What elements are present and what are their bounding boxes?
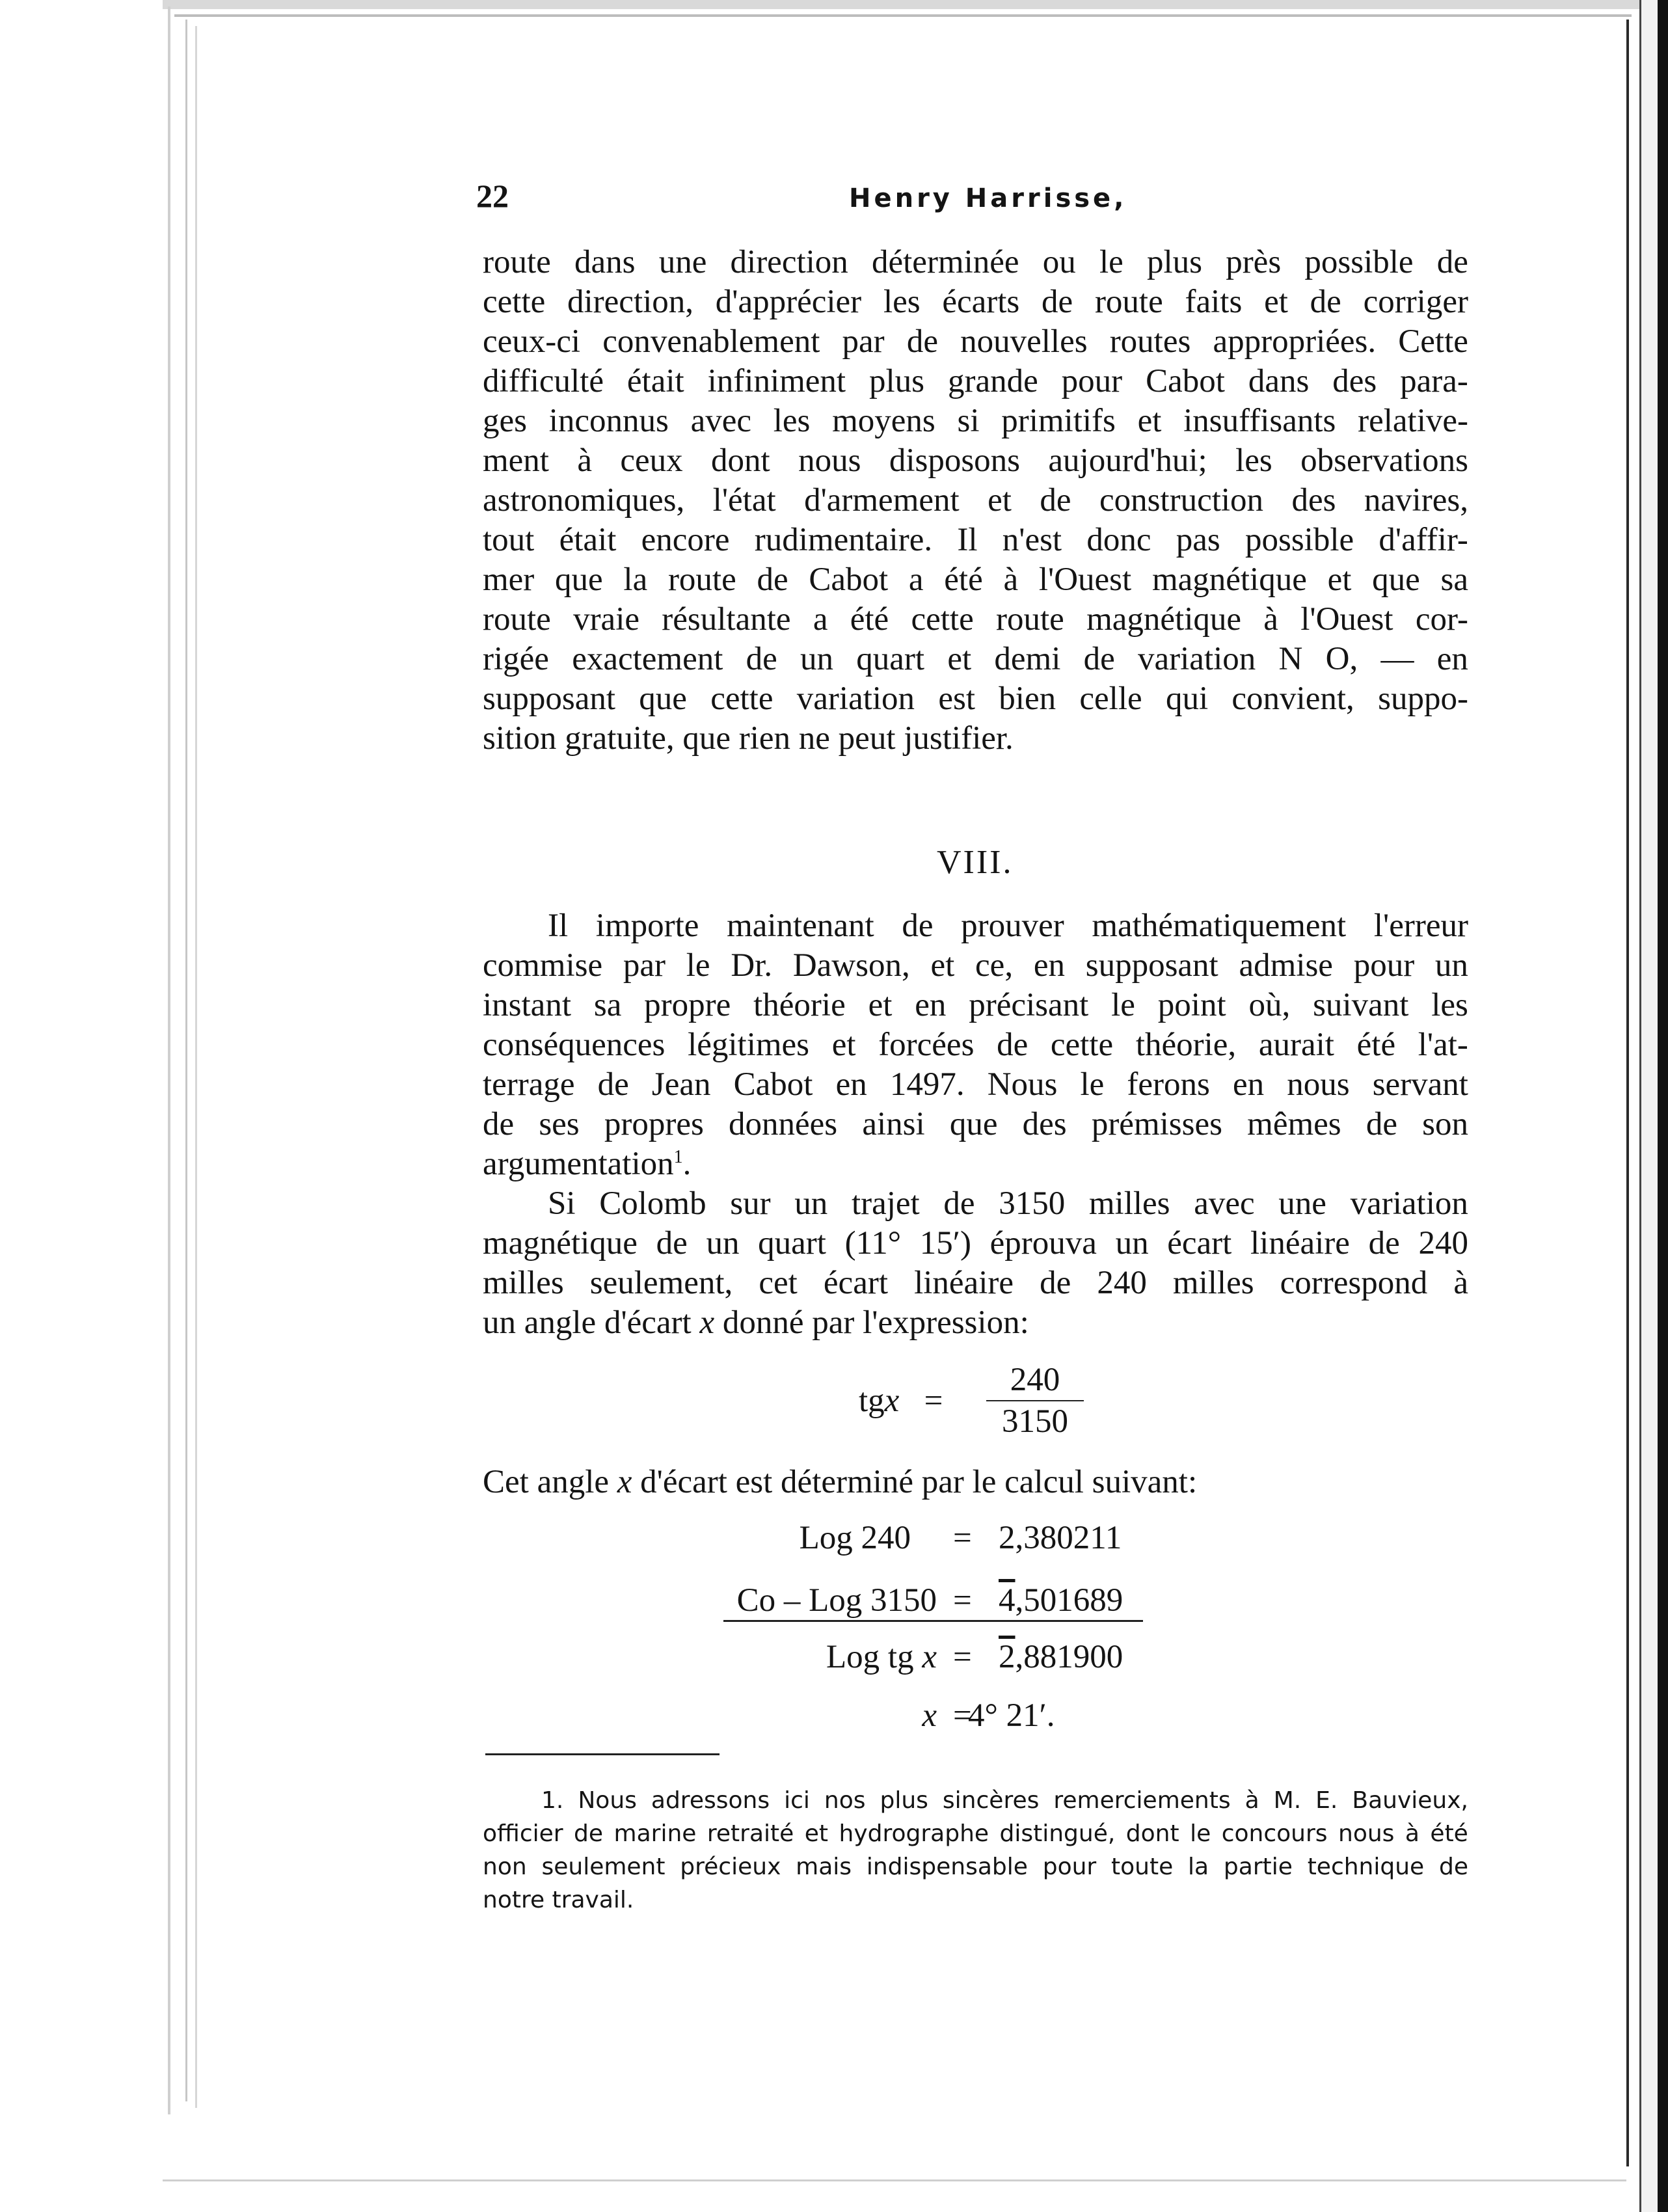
text-fragment: donné par l'expression: [722, 1304, 1029, 1341]
text-line [483, 1303, 1468, 1343]
text-line: ceux-ci convenablement par de nouvelles routes appropriées. Cette [483, 323, 1468, 360]
footnote-marker: 1 [673, 1147, 683, 1167]
equals-sign: = [953, 1639, 972, 1675]
text-fragment: un angle d'écart [483, 1304, 692, 1341]
formula-function: tg [859, 1382, 885, 1419]
text-fragment: . [682, 1146, 692, 1182]
section-heading: VIII. [937, 844, 1014, 881]
text-line: Si Colomb sur un trajet de 3150 milles avec une variation [548, 1185, 1468, 1222]
text-line: magnétique de un quart (11° 15′) éprouva un écart linéaire de 240 [483, 1225, 1468, 1261]
text-line: supposant que cette variation est bien celle qui convient, suppo- [483, 681, 1468, 717]
footnote-rule [485, 1753, 720, 1755]
text-line: de ses propres données ainsi que des prémisses mêmes de son [483, 1106, 1468, 1142]
calc-result: 4° 21′. [968, 1697, 1055, 1734]
text-line: ment à ceux dont nous disposons aujourd'hui; les observations [483, 442, 1468, 479]
page-edge-left [168, 7, 170, 2114]
formula-lhs [859, 1382, 943, 1420]
footnote-line: notre travail. [483, 1887, 634, 1913]
text-fragment: d'écart est déterminé par le calcul suivant: [640, 1464, 1198, 1500]
page-edge-left-2 [185, 20, 187, 2101]
math-variable: x [699, 1304, 715, 1341]
page-edge-left-3 [195, 26, 197, 2108]
running-head: Henry Harrisse, [849, 183, 1127, 213]
page-number: 22 [476, 178, 509, 214]
text-line: rigée exactement de un quart et demi de variation N O, — en [483, 641, 1468, 677]
sum-rule [723, 1620, 1143, 1622]
calc-value: 2,380211 [999, 1520, 1122, 1556]
text-line: sition gratuite, que rien ne peut justifier. [483, 720, 1014, 757]
footnote-line: officier de marine retraité et hydrographe distingué, dont le concours nous à été [483, 1820, 1468, 1847]
text-line: instant sa propre théorie et en précisant le point où, suivant les [483, 987, 1468, 1023]
equals-sign: = [953, 1582, 972, 1619]
paragraph-dawson [483, 906, 1468, 1184]
text-line: Il importe maintenant de prouver mathématiquement l'erreur [548, 908, 1468, 944]
page-edge-top [163, 0, 1659, 9]
denominator: 3150 [1002, 1403, 1068, 1440]
text-line: ges inconnus avec les moyens si primitifs et insuffisants relative- [483, 403, 1468, 439]
page-edge-right [1626, 20, 1629, 2166]
text-line: terrage de Jean Cabot en 1497. Nous le ferons en nous servant [483, 1066, 1468, 1103]
math-variable: x [922, 1697, 937, 1734]
text-line: difficulté était infiniment plus grande pour Cabot dans des para- [483, 363, 1468, 399]
paragraph-colomb [483, 1184, 1468, 1343]
text-line [483, 1463, 1468, 1502]
text-line: route vraie résultante a été cette route magnétique à l'Ouest cor- [483, 601, 1468, 638]
text-line: milles seulement, cet écart linéaire de 240 milles correspond à [483, 1265, 1468, 1301]
page-edge-top-inner [174, 14, 1632, 17]
calc-value: 4,501689 [999, 1582, 1123, 1619]
text-fragment: Cet angle [483, 1464, 610, 1500]
text-line: cette direction, d'apprécier les écarts de route faits et de corriger [483, 284, 1468, 320]
page-edge-bottom [163, 2179, 1626, 2181]
text-line [483, 1144, 1468, 1184]
text-line: route dans une direction déterminée ou le plus près possible de [483, 244, 1468, 280]
equals-sign: = [953, 1697, 972, 1734]
fraction [986, 1360, 1084, 1442]
math-variable: x [922, 1639, 937, 1675]
equals-sign: = [953, 1520, 972, 1556]
paragraph-calc-intro [483, 1463, 1468, 1502]
math-variable: x [884, 1382, 900, 1419]
footnote-line: 1. Nous adressons ici nos plus sincères remerciements à M. E. Bauvieux, [541, 1787, 1468, 1814]
scan-border-right [1658, 0, 1668, 2212]
footnote-line: non seulement précieux mais indispensable pour toute la partie technique de [483, 1854, 1468, 1880]
text-line: conséquences légitimes et forcées de cette théorie, aurait été l'at- [483, 1027, 1468, 1063]
footnote [483, 1784, 1468, 1917]
calc-value: 2,881900 [999, 1639, 1123, 1675]
text-line: astronomiques, l'état d'armement et de construction des navires, [483, 482, 1468, 519]
text-line: commise par le Dr. Dawson, et ce, en supposant admise pour un [483, 947, 1468, 984]
intro-paragraph [483, 243, 1468, 759]
equals-sign: = [924, 1382, 943, 1419]
numerator: 240 [1010, 1362, 1060, 1398]
math-variable: x [617, 1464, 632, 1500]
text-fragment: argumentation [483, 1146, 674, 1182]
text-line: mer que la route de Cabot a été à l'Ouest magnétique et que sa [483, 561, 1468, 598]
text-line: tout était encore rudimentaire. Il n'est donc pas possible d'affir- [483, 522, 1468, 558]
